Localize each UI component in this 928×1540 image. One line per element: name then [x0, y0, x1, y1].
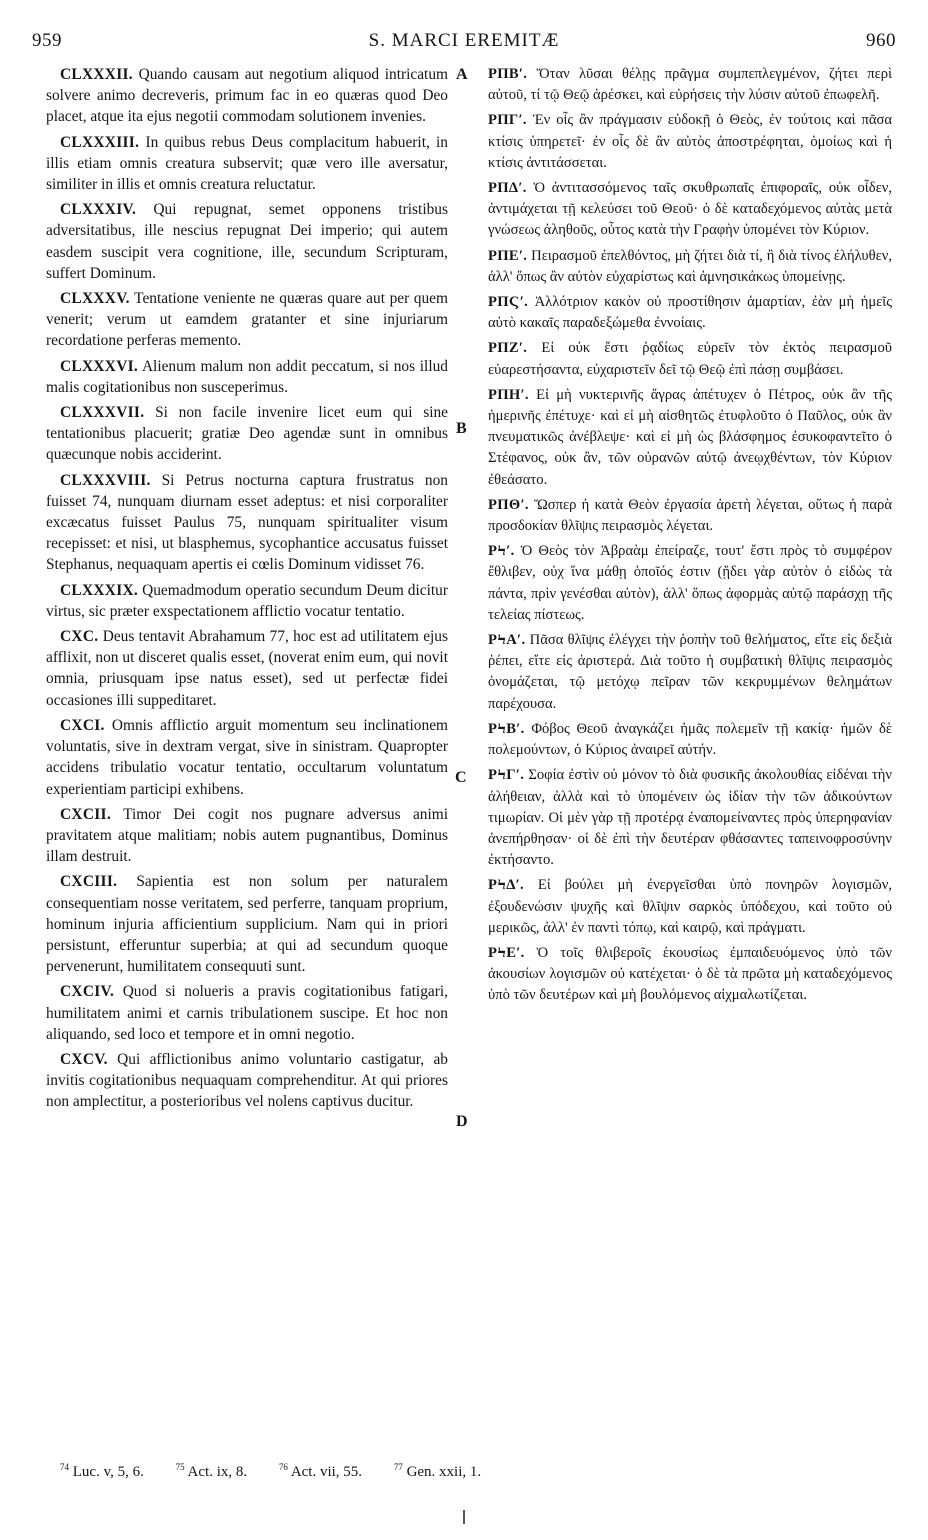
- margin-marker-c: C: [455, 769, 467, 786]
- greek-entry: [488, 246, 892, 288]
- footnote-number: 76: [278, 1462, 288, 1472]
- entry-number: ΡϞΔʹ.: [488, 877, 525, 894]
- greek-column: [488, 64, 892, 1011]
- greek-entry: [488, 875, 892, 939]
- entry-text: Ἐν οἷς ἂν πράγμασιν εὐδοκῇ ὁ Θεὸς, ἐν τούτοις καὶ πᾶσα κτίσις ὑπηρετεῖ· ἐν οἷς δὲ ἂν αὐτὸς ἀποστρέφηται, ὁμοίως καὶ ἡ κτίσις ἀντιτάσσεται.: [488, 112, 892, 171]
- latin-entry: [46, 804, 448, 868]
- entry-text: Ὁ Θεὸς τὸν Ἀβραὰμ ἐπείραζε, τουτ' ἔστι πρὸς τὸ συμφέρον ἔθλιβεν, οὐχ ἵνα μάθῃ ὁποῖός ἐστιν (ᾔδει γὰρ αὐτὸν ὁ εἰδὼς τὰ πάντα, πρὶν γενέσθαι αὐτὸν), ἀλλ' ὅπως ἀφορμὰς αὐτῷ παράσχῃ τῆς τελείας πίστεως.: [488, 543, 892, 623]
- footnote-number: 74: [60, 1462, 69, 1472]
- greek-entry: [488, 178, 892, 242]
- running-title: S. MARCI EREMITÆ: [368, 30, 560, 51]
- footnote-number: 77: [393, 1462, 403, 1472]
- entry-number: CXCII.: [60, 805, 111, 823]
- entry-number: CLXXXII.: [60, 66, 133, 83]
- entry-number: ΡΠΕʹ.: [488, 247, 528, 264]
- entry-number: CXCIII.: [60, 873, 118, 891]
- greek-entry: [488, 338, 892, 380]
- entry-text: Εἰ οὐκ ἔστι ῥᾳδίως εὑρεῖν τὸν ἐκτὸς πειρασμοῦ εὐαρεστήσαντα, εὐχαριστεῖν δεῖ τῷ Θεῷ ἐπὶ πάσῃ συμβάσει.: [488, 340, 892, 378]
- entry-number: CLXXXV.: [60, 290, 130, 308]
- latin-entry: [46, 132, 448, 196]
- entry-text: Πᾶσα θλῖψις ἐλέγχει τὴν ῥοπὴν τοῦ θελήματος, εἴτε εἰς δεξιὰ ῥέπει, εἴτε εἰς ἀριστερά. Διὰ τοῦτο ἡ συμβατικὴ θλῖψις πειρασμὸς ὀνομάζεται, τῷ μετόχῳ πεῖραν τῶν κεκρυμμένων θελημάτων παρέχουσα.: [488, 632, 893, 712]
- greek-entry: [488, 630, 892, 715]
- latin-entry: [46, 288, 448, 352]
- entry-text: Ὁ ἀντιτασσόμενος ταῖς σκυθρωπαῖς ἐπιφοραῖς, οὐκ οἶδεν, ἀντιμάχεται τῇ κελεύσει τοῦ Θεοῦ· ὁ δὲ καταδεχόμενος αὐτὰς μετὰ γνώσεως ἀληθοῦς, οὗτος κατὰ τὴν Γραφὴν ὑπομένει τὸν Κύριον.: [488, 180, 892, 239]
- latin-entry: [46, 356, 448, 398]
- entry-text: Ὥσπερ ἡ κατὰ Θεὸν ἐργασία ἀρετὴ λέγεται, οὕτως ἡ παρὰ προσδοκίαν θλῖψις πειρασμὸς λέγεται.: [488, 496, 892, 535]
- entry-number: ΡΠΗʹ.: [488, 386, 529, 403]
- entry-text: Deus tentavit Abrahamum 77, hoc est ad utilitatem ejus afflixit, non ut disceret qualis esset, (noverat enim eum, qui novit omnia, priusquam ipse natus esset), sed ut perfectæ fidei occasiones illi suppeditaret.: [46, 628, 448, 709]
- entry-number: CLXXXIV.: [60, 201, 137, 219]
- entry-number: CLXXXVI.: [60, 357, 139, 375]
- entry-number: ΡϞΑʹ.: [488, 632, 526, 649]
- greek-entry: [488, 943, 892, 1007]
- latin-entry: [46, 470, 448, 576]
- entry-number: ΡΠΒʹ.: [488, 66, 528, 82]
- entry-text: Σοφία ἐστὶν οὐ μόνον τὸ διὰ φυσικῆς ἀκολουθίας εἰδέναι τὴν ἀλήθειαν, ἀλλὰ καὶ τὸ ὑπομένειν ὡς ἰδίαν τὴν τῶν ἀδικούντων τιμωρίαν. Οἱ μὲν γὰρ τῇ προτέρᾳ ἐναπομείναντες πρὸς ὑπερηφανίαν ἀνεπήρθησαν· οἱ δὲ ἐπὶ τὴν δευτέραν φθάσαντες ταπεινοφροσύνην ἐκτήσαντο.: [488, 767, 892, 869]
- footnote: [60, 1464, 158, 1480]
- greek-entry: [488, 765, 892, 871]
- entry-text: Tentatione veniente ne quæras quare aut per quem venerit; verum ut eamdem gratanter et sine injuriarum recordatione perferas memento.: [46, 290, 448, 350]
- bottom-divider: [463, 1510, 465, 1524]
- margin-marker-b: B: [456, 420, 467, 437]
- entry-text: Πειρασμοῦ ἐπελθόντος, μὴ ζήτει διὰ τί, ἢ διὰ τίνος ἐλήλυθεν, ἀλλ' ὅπως ἂν αὐτὸν εὐχαρίστως καὶ ἀμνησικάκως ὑπομείνῃς.: [488, 247, 892, 285]
- entry-number: ΡΠΘʹ.: [488, 496, 529, 513]
- entry-number: ΡϞΒʹ.: [488, 720, 525, 737]
- entry-number: CXCIV.: [60, 983, 115, 1001]
- entry-number: CLXXXIII.: [60, 133, 140, 151]
- footnote-number: 75: [175, 1462, 185, 1472]
- latin-column: [46, 64, 448, 1117]
- greek-entry: [488, 292, 892, 334]
- footnote-text: Act. vii, 55.: [290, 1464, 363, 1480]
- entry-number: ΡΠϚʹ.: [488, 294, 529, 311]
- footnote: [279, 1464, 376, 1480]
- greek-entry: [488, 110, 892, 174]
- footnote: [176, 1464, 262, 1480]
- entry-text: Εἰ βούλει μὴ ἐνεργεῖσθαι ὑπὸ πονηρῶν λογισμῶν, ἐξουδενώσιν ψυχῆς καὶ θλῖψιν σαρκὸς ὑπόδεχου, καὶ τοῦτο οὐ μερικῶς, ἀλλ' ἐν παντὶ τόπῳ, καὶ καιρῷ, καὶ πράγματι.: [488, 877, 892, 936]
- latin-entry: [46, 402, 448, 466]
- greek-entry: [488, 541, 892, 626]
- entry-number: CLXXXIX.: [60, 581, 139, 599]
- entry-text: Quemadmodum operatio secundum Deum dicitur virtus, sic præter exspectationem afflictio vocatur tentatio.: [46, 581, 448, 620]
- entry-number: ΡϞΕʹ.: [488, 944, 525, 961]
- entry-number: CXC.: [60, 628, 99, 646]
- entry-text: Qui repugnat, semet opponens tristibus adversitatibus, ille nescius repugnat Dei imperio; qui autem easdem suscipit vera cognitione, ille, secundum Scripturam, suffert Dominum.: [46, 201, 448, 282]
- footnote: [394, 1464, 495, 1480]
- margin-marker-d: D: [456, 1113, 468, 1130]
- entry-text: Alienum malum non addit peccatum, si nos illud malis cogitationibus non susceperimus.: [46, 357, 448, 396]
- entry-number: ΡΠΖʹ.: [488, 340, 528, 357]
- entry-number: CLXXXVIII.: [60, 471, 151, 489]
- footnotes: [60, 1462, 888, 1481]
- latin-entry: [46, 981, 448, 1045]
- page-header: [32, 30, 896, 56]
- page-number-left: 959: [32, 30, 62, 51]
- entry-text: Qui afflictionibus animo voluntario castigatur, ab invitis cogitationibus nequaquam comprehenditur. At qui priores non amplectitur, a posterioribus vel nolens captivus ducitur.: [46, 1050, 448, 1111]
- entry-text: Omnis afflictio arguit momentum seu inclinationem voluntatis, sive in dextram vergat, sive in sinistram. Quapropter accidens tribulatio vocatur tentatio, occultarum voluntatum experientiam participi exhibens.: [46, 716, 448, 798]
- page-number-right: 960: [866, 30, 896, 51]
- entry-number: CXCI.: [60, 716, 105, 734]
- entry-text: Quod si nolueris a pravis cogitationibus fatigari, humilitatem animi et carnis tribulationem suscipe. Et hoc non aliquando, sed loco et tempore et in omni negotio.: [46, 983, 448, 1043]
- entry-text: Φόβος Θεοῦ ἀναγκάζει ἡμᾶς πολεμεῖν τῇ κακίᾳ· ἡμῶν δὲ πολεμούντων, ὁ Κύριος ἀναιρεῖ αὐτήν.: [488, 720, 892, 759]
- latin-entry: [46, 580, 448, 622]
- footnote-text: Act. ix, 8.: [187, 1464, 248, 1480]
- entry-text: Sapientia est non solum per naturalem consequentiam nosse veritatem, sed perferre, tanquam proprium, hominum injuria afficientium supplicium. Nam qui in priori persistunt, efferuntur superbia; at qui ad secundum quoque pervenerunt, humilitatem consequuti sunt.: [46, 873, 448, 976]
- entry-number: ΡΠΓʹ.: [488, 112, 527, 129]
- margin-marker-a: A: [456, 66, 468, 83]
- latin-entry: [46, 871, 448, 977]
- greek-entry: [488, 495, 892, 537]
- greek-entry: [488, 64, 892, 106]
- entry-text: Si Petrus nocturna captura frustratus non fuisset 74, nunquam diurnam esset adeptus: et nisi corporaliter excæcatus fuisset Paulus 75, nunquam spiritualiter visum recepisset: et nisi, ut blasphemus, sycophantice accusatus fuisset Stephanus, nequaquam apertis ei cœlis Dominum vidisset 76.: [46, 471, 448, 574]
- entry-number: ΡϞΓʹ.: [488, 767, 525, 784]
- latin-entry: [46, 626, 448, 711]
- entry-text: Quando causam aut negotium aliquod intricatum solvere animo decreveris, primum fac in eo quæras quod Deo placet, atque ita ejus negotii commodam solutionem invenies.: [46, 66, 448, 126]
- latin-entry: [46, 715, 448, 800]
- entry-text: Ὁ τοῖς θλιβεροῖς ἑκουσίως ἐμπαιδευόμενος ὑπὸ τῶν ἀκουσίων λογισμῶν οὐ κατέχεται· ὁ δὲ τὰ πρῶτα μὴ καταδεχόμενος ὑπὸ τῶν δευτέρων καὶ μὴ βουλόμενος αἰχμαλωτίζεται.: [488, 944, 892, 1004]
- footnote-text: Gen. xxii, 1.: [406, 1464, 482, 1480]
- entry-number: CXCV.: [60, 1050, 108, 1068]
- latin-entry: [46, 1049, 448, 1113]
- latin-entry: [46, 64, 448, 128]
- entry-text: In quibus rebus Deus complacitum habuerit, in illis etiam omnis creatura subservit; quæ vero ille aversatur, similiter in illis et omnis creatura reluctatur.: [46, 133, 448, 194]
- entry-text: Εἰ μὴ νυκτερινῆς ἄγρας ἀπέτυχεν ὁ Πέτρος, οὐκ ἂν τῆς ἡμερινῆς ἐπέτυχε· καὶ εἰ μὴ αἰσθητῶς ἐτυφλοῦτο ὁ Παῦλος, οὐκ ἂν πνευματικῶς ἀνέβλεψε· καὶ εἰ μὴ ὡς βλάσφημος ἐσυκοφαντεῖτο ὁ Στέφανος, οὐκ ἂν, τῶν οὐρανῶν αὐτῷ ἀνεῳχθέντων, τὸν Κύριον ἐθεάσατο.: [488, 386, 892, 488]
- greek-entry: [488, 719, 892, 761]
- footnote-text: Luc. v, 5, 6.: [72, 1464, 144, 1480]
- entry-text: Ὅταν λῦσαι θέλῃς πρᾶγμα συμπεπλεγμένον, ζήτει περὶ αὐτοῦ, τί τῷ Θεῷ ἀρέσκει, καὶ εὑρήσεις τὴν λύσιν αὐτοῦ ἐπωφελῆ.: [488, 66, 892, 104]
- entry-number: CLXXXVII.: [60, 404, 145, 422]
- entry-number: ΡϞʹ.: [488, 543, 515, 560]
- entry-text: Ἀλλότριον κακὸν οὐ προστίθησιν ἁμαρτίαν, ἐὰν μὴ ἡμεῖς αὐτὸ κακαῖς παραδεξώμεθα ἐννοίαις.: [488, 294, 892, 332]
- latin-entry: [46, 199, 448, 284]
- entry-text: Timor Dei cogit nos pugnare adversus animi pravitatem atque malitiam; nobis autem pugnantibus, Dominus illam destruit.: [46, 805, 448, 866]
- entry-text: Si non facile invenire licet eum qui sine tentationibus placuerit; gratiæ Deo agendæ sunt in omnibus quæcunque nobis acciderint.: [46, 404, 448, 464]
- greek-entry: [488, 385, 892, 491]
- entry-number: ΡΠΔʹ.: [488, 180, 527, 197]
